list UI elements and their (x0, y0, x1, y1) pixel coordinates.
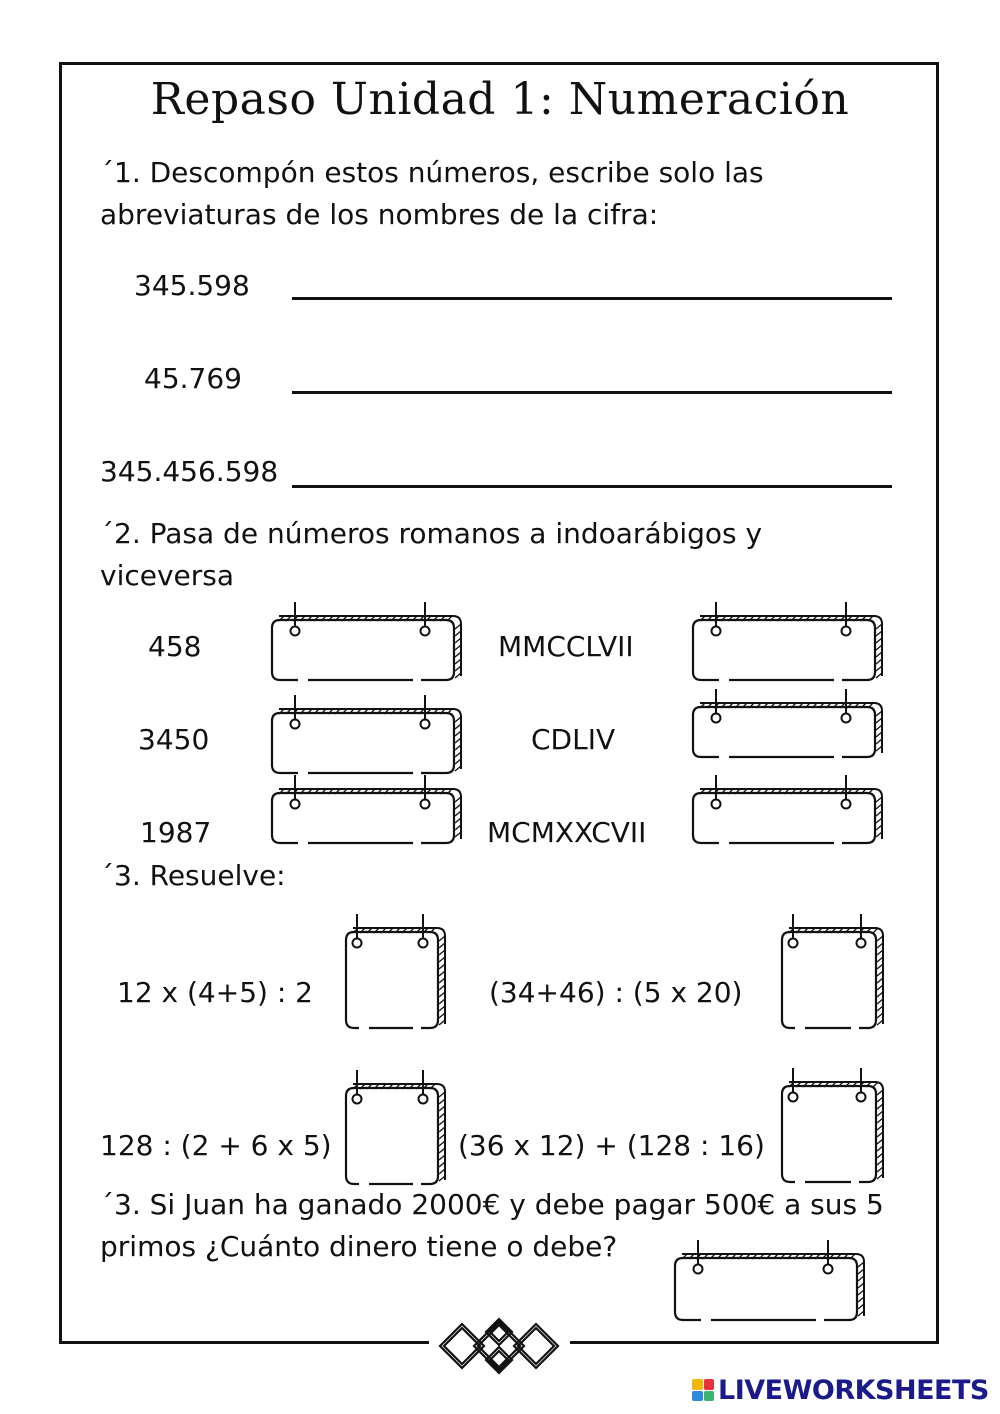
notepad-frame-icon (271, 602, 463, 682)
section2-instruction (100, 513, 762, 597)
notepad-frame-icon (692, 689, 884, 759)
notepad-frame-icon (692, 775, 884, 845)
answer-box-expression-4[interactable] (781, 1068, 885, 1184)
expression-2: (34+46) : (5 x 20) (489, 976, 743, 1009)
answer-line-3[interactable] (292, 485, 892, 488)
number-3: 345.456.598 (100, 455, 279, 488)
notepad-frame-icon (781, 1068, 885, 1184)
notepad-frame-icon (271, 775, 463, 845)
notepad-frame-icon (692, 602, 884, 682)
page-title: Repaso Unidad 1: Numeración (150, 74, 850, 125)
notepad-frame-icon (345, 914, 447, 1030)
notepad-frame-icon (345, 1070, 447, 1186)
arabic-number-2: 3450 (138, 723, 210, 756)
section1-instruction-line1: ´1. Descompón estos números, escribe solo las (100, 156, 764, 189)
frame-bottom-left (59, 1341, 429, 1344)
answer-box-expression-2[interactable] (781, 914, 885, 1030)
notepad-frame-icon (271, 695, 463, 775)
frame-bottom-right (570, 1341, 939, 1344)
answer-box-expression-1[interactable] (345, 914, 447, 1030)
liveworksheets-logo (692, 1374, 989, 1406)
number-2: 45.769 (144, 362, 242, 395)
arabic-number-1: 458 (148, 630, 202, 663)
section2-instruction-line2: viceversa (100, 559, 235, 592)
answer-line-2[interactable] (292, 391, 892, 394)
answer-box-roman-2[interactable] (271, 695, 463, 775)
liveworksheets-logo-icon (692, 1379, 714, 1401)
answer-box-arabic-1[interactable] (692, 602, 884, 682)
word-problem-line1: ´3. Si Juan ha ganado 2000€ y debe pagar 500€ a sus 5 (100, 1188, 884, 1221)
notepad-frame-icon (674, 1240, 866, 1322)
section3-heading: ´3. Resuelve: (100, 859, 286, 892)
answer-box-expression-3[interactable] (345, 1070, 447, 1186)
answer-box-arabic-3[interactable] (692, 775, 884, 845)
section2-instruction-line1: ´2. Pasa de números romanos a indoarábigos y (100, 517, 763, 550)
number-1: 345.598 (134, 269, 250, 302)
answer-line-1[interactable] (292, 297, 892, 300)
liveworksheets-brand: LIVEWORKSHEETS (718, 1374, 989, 1406)
word-problem-line2: primos ¿Cuánto dinero tiene o debe? (100, 1230, 618, 1263)
expression-1: 12 x (4+5) : 2 (117, 976, 313, 1009)
roman-number-2: CDLIV (531, 723, 616, 756)
answer-box-roman-1[interactable] (271, 602, 463, 682)
diamond-ornament-icon (434, 1310, 564, 1382)
section1-instruction-line2: abreviaturas de los nombres de la cifra: (100, 198, 659, 231)
answer-box-roman-3[interactable] (271, 775, 463, 845)
answer-box-word-problem[interactable] (674, 1240, 866, 1322)
roman-number-3: MCMXXCVII (487, 816, 647, 849)
arabic-number-3: 1987 (140, 816, 212, 849)
answer-box-arabic-2[interactable] (692, 689, 884, 759)
expression-3: 128 : (2 + 6 x 5) (100, 1129, 332, 1162)
notepad-frame-icon (781, 914, 885, 1030)
section1-instruction (100, 152, 764, 236)
expression-4: (36 x 12) + (128 : 16) (458, 1129, 765, 1162)
roman-number-1: MMCCLVII (498, 630, 634, 663)
